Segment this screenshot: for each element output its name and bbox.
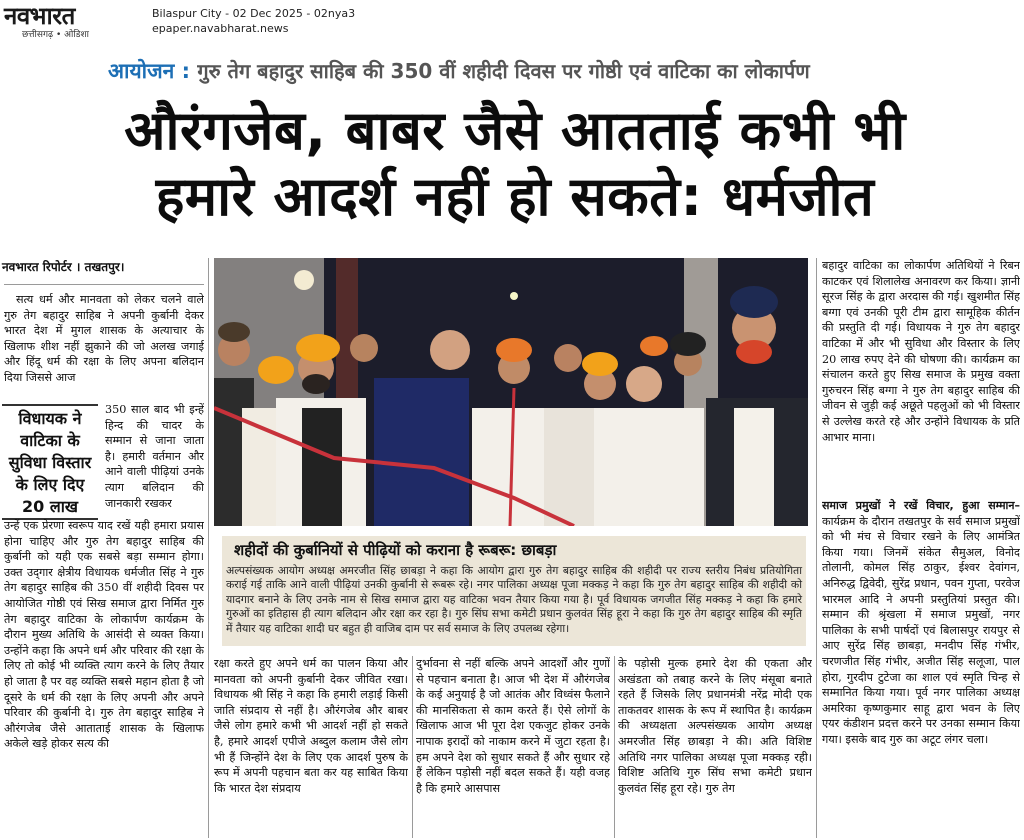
caption-title: शहीदों की कुर्बानियों से पीढ़ियों को कराना है रूबरू: छाबड़ा xyxy=(234,541,557,559)
article-column-1-bottom: उन्हें एक प्रेरणा स्वरूप याद रखें यही हमारा प्रयास होना चाहिए और गुरु तेग बहादुर साहिब की कुर्बानी को यही एक सबसे बड़ा सम्मान होगा। उक्त उद्‌गार क्षेत्रीय विधायक धर्मजीत सिंह ने गुरु तेग बहादुर साहिब की 350 वीं शहीदी दिवस पर आयोजित गोष्ठी एवं सिख समाज द्वारा निर्मित गुरु तेग बहादुर वाटिका के लोकार्पण कार्यक्रम के दौरान मुख्य अतिथि के आसंदी से व्यक्त किया। उन्होंने कहा कि अपने धर्म और परिवार की रक्षा के लिए तो कोई भी व्यक्ति त्याग करने के लिए तैयार हो जाता है पर वह व्यक्ति सबसे महान होता है जो दूसरे के धर्म की रक्षा के लिए अपनी और अपने परिवार की कुर्बानी दे। गुरु तेग बहादुर साहिब ने औरंगजेब जैसे आताताई शासक के खिलाफ अकेले खड़े होकर सत्य की xyxy=(4,519,204,751)
photo-turban xyxy=(218,322,250,342)
photo-beard xyxy=(302,374,330,394)
article-column-1-top: सत्य धर्म और मानवता को लेकर चलने वाले गुरु तेग बहादुर साहिब ने अपनी कुर्बानी देकर भारत देश में मुगल शासक के अत्याचार के खिलाफ शीश नहीं झुकाने की जो अलख जगाई और हिंदू धर्म की रक्षा के लिए अपना बलिदान दिया जिससे आज xyxy=(4,293,204,384)
pull-quote: विधायक ने वाटिका के सुविधा विस्तार के लिए दिए 20 लाख xyxy=(2,404,98,520)
article-column-4: के पड़ोसी मुल्क हमारे देश की एकता और अखंडता को तबाह करने के लिए मंसूबा बनाते रहते हैं जिसके लिए प्रधानमंत्री नरेंद्र मोदी एक ताकतवर शासक के रूप में स्थापित है। कार्यक्रम की अध्यक्षता अल्पसंख्यक आयोग अध्यक्ष अमरजीत सिंह छाबड़ा ने की। अति विशिष्ट अतिथि नगर पालिका अध्यक्ष पूजा मक्कड़ रही। विशिष्ट अतिथि गुरु सिंघ सभा कमेटी प्रधान कुलवंत सिंह हूरा रहे। गुरु तेग xyxy=(618,657,812,795)
reporter-line: नवभारत रिपोर्टर । तखतपुर। xyxy=(2,260,125,274)
photo-illustration xyxy=(214,258,808,526)
photo-beard xyxy=(736,340,772,364)
photo-turban xyxy=(670,332,706,356)
photo-turban xyxy=(496,338,532,362)
photo-turban xyxy=(296,334,340,362)
column-divider xyxy=(614,656,615,838)
kicker-text: गुरु तेग बहादुर साहिब की 350 वीं शहीदी दिवस पर गोष्ठी एवं वाटिका का लोकार्पण xyxy=(197,59,810,83)
article-column-5-top: बहादुर वाटिका का लोकार्पण अतिथियों ने रिबन काटकर एवं शिलालेख अनावरण कर किया। ज्ञानी सूरज सिंह के द्वारा अरदास की गई। खुशमीत सिंह बग्गा एवं उनकी पूरी टीम द्वारा सामूहिक कीर्तन की प्रस्तुति दी गई। विधायक ने गुरु तेग बहादुर वाटिका में और भी सुविधा और विस्तार के लिए 20 लाख रुपए देने की घोषणा की। कार्यक्रम का संचालन करते हुए सिख समाज के प्रमुख वक्ता गुरुचरन सिंह बग्गा ने गुरु तेग बहादुर साहिब की जीवन से जुड़ी कई अछूते पहलुओं को भी विस्तार से उल्लेख करते रहे और उन्होंने विधायक के प्रति आभार माना। xyxy=(822,259,1020,444)
edition-line: Bilaspur City - 02 Dec 2025 - 02nya3 xyxy=(152,7,356,20)
photo-turban xyxy=(582,352,618,376)
photo-turban xyxy=(730,286,778,318)
headline xyxy=(20,98,1010,230)
photo-turban xyxy=(640,336,668,356)
section-subhead: समाज प्रमुखों ने रखें विचार, हुआ सम्मान– xyxy=(822,499,1020,512)
site-link[interactable]: epaper.navabharat.news xyxy=(152,22,289,35)
article-column-5-bottom-text: कार्यक्रम के दौरान तखतपुर के सर्व समाज प्रमुखों को भी मंच से विचार रखने के लिए आमंत्रित किया गया। जिनमें संकेत सैमुअल, विनोद तोलानी, कोमल सिंह ठाकुर, ईश्वर देवांगन, अनिरुद्ध द्विवेदी, सुरेंद्र प्रधान, पवन गुप्ता, परवेज भारमल आदि ने अपनी प्रस्तुतियां प्रस्तुत की। सम्मान की श्रृंखला में समाज प्रमुखों, नगर पालिका के सभी पार्षदों एवं बिलासपुर रायपुर से आए सुरेंद्र सिंह छाबड़ा, मनदीप सिंह गंभीर, चरणजीत सिंह गंभीर, अजीत सिंह सलूजा, पाल होरा, गुरदीप टुटेजा का शाल एवं स्मृति चिन्ह से सम्मानित किया गया। पूर्व नगर पालिका अध्यक्ष अमरिका कृष्णकुमार साहू द्वारा भवन के लिए एयर कंडीशन प्रदत्त करने पर उनका सम्मान किया गया। इसके बाद गुरु का अटूट लंगर चला। xyxy=(822,514,1020,746)
newspaper-logo xyxy=(4,2,140,42)
photo-face xyxy=(350,334,378,362)
photo-person xyxy=(594,408,704,526)
caption-box xyxy=(222,536,806,646)
photo-person xyxy=(734,408,774,526)
kicker-separator: : xyxy=(181,59,191,83)
masthead xyxy=(0,0,1024,46)
article-column-2: रक्षा करते हुए अपने धर्म का पालन किया और मानवता को अपनी कुर्बानी देकर जीवित रखा। विधायक श्री सिंह ने कहा कि हमारी लड़ाई किसी जाति संप्रदाय से नहीं है। औरंगजेब और बाबर जैसे लोग हमारे कभी भी आदर्श नहीं हो सकते है, हमारे आदर्श एपीजे अब्दुल कलाम जैसे लोग भी हैं जिन्होंने देश के लिए एक आदर्श पुरुष के रूप में अपनी पहचान बता कर यह साबित किया कि भारत देश संप्रदाय xyxy=(214,657,408,795)
edition-info xyxy=(152,6,355,36)
column-divider xyxy=(816,258,817,838)
column-divider xyxy=(208,258,209,838)
kicker-label: आयोजन xyxy=(108,59,175,83)
photo-light xyxy=(510,292,518,300)
photo-turban xyxy=(258,356,294,384)
photo-face xyxy=(554,344,582,372)
logo-regions: छत्तीसगढ़ • ओडिशा xyxy=(22,30,89,40)
logo-wordmark: नवभारत xyxy=(4,2,75,30)
photo-person xyxy=(374,378,469,526)
article-column-3: दुर्भावना से नहीं बल्कि अपने आदर्शों और गुणों से पहचान बनाता है। आज भी देश में औरंगजेब के कई अनुयाई है जो आतंक और विध्वंस फैलाने की मानसिकता से काम करते हैं। ऐसे लोगों के खिलाफ आज भी पूरा देश एकजुट होकर उनके नापाक इरादों को नाकाम करने में जुटा रहता है। हम अपने देश को सुधार सकते हैं और सुधार रहे हैं लेकिन पड़ोसी नहीं बदल सकते हैं। यही वजह है कि हमारे आसपास xyxy=(416,657,610,795)
article-column-1-right: 350 साल बाद भी इन्हें हिन्द की चादर के सम्मान से जाना जाता है। हमारी वर्तमान और आने वाली पीढ़ियां उनके त्याग बलिदान की जानकारी रखकर xyxy=(105,403,204,510)
headline-line-1: औरंगजेब, बाबर जैसे आतताई कभी भी xyxy=(124,99,906,162)
article-column-5-bottom xyxy=(822,498,1020,838)
caption-body: अल्पसंख्यक आयोग अध्यक्ष अमरजीत सिंह छाबड़ा ने कहा कि आयोग द्वारा गुरु तेग बहादुर साहिब की शहीदी पर राज्य स्तरीय निबंध प्रतियोगिता कराई गई ताकि आने वाली पीढ़ियां उनकी कुर्बानी से रूबरू रहे। नगर पालिका अध्यक्ष पूजा मक्कड़ ने कहा कि गुरु तेग बहादुर साहिब की शहीदी को यादगार बनाने के लिए उनके नाम से सिख समाज द्वारा यह वाटिका भवन तैयार किया गया है। पूर्व विधायक जगजीत सिंह मक्कड़ ने कहा कि हमारे गुरुओं का इतिहास ही त्याग बलिदान और रक्षा कर रहा है। गुरु सिंघ सभा कमेटी प्रधान कुलवंत सिंह हूरा ने कहा कि गुरु तेग बहादुर साहिब की स्मृति में तैयार यह वाटिका शादी घर बहुत ही वाजिब दाम पर सर्व समाज के लिए उपलब्ध रहेगा। xyxy=(226,564,802,635)
photo-person xyxy=(544,408,602,526)
kicker xyxy=(108,56,928,90)
column-divider xyxy=(4,284,204,285)
photo-vest xyxy=(302,408,342,526)
ribbon-cutting-photo xyxy=(214,258,808,526)
photo-face xyxy=(626,366,662,402)
column-divider xyxy=(412,656,413,838)
headline-line-2: हमारे आदर्श नहीं हो सकते: धर्मजीत xyxy=(155,165,875,228)
photo-lamp xyxy=(294,270,314,290)
photo-face xyxy=(430,330,470,370)
